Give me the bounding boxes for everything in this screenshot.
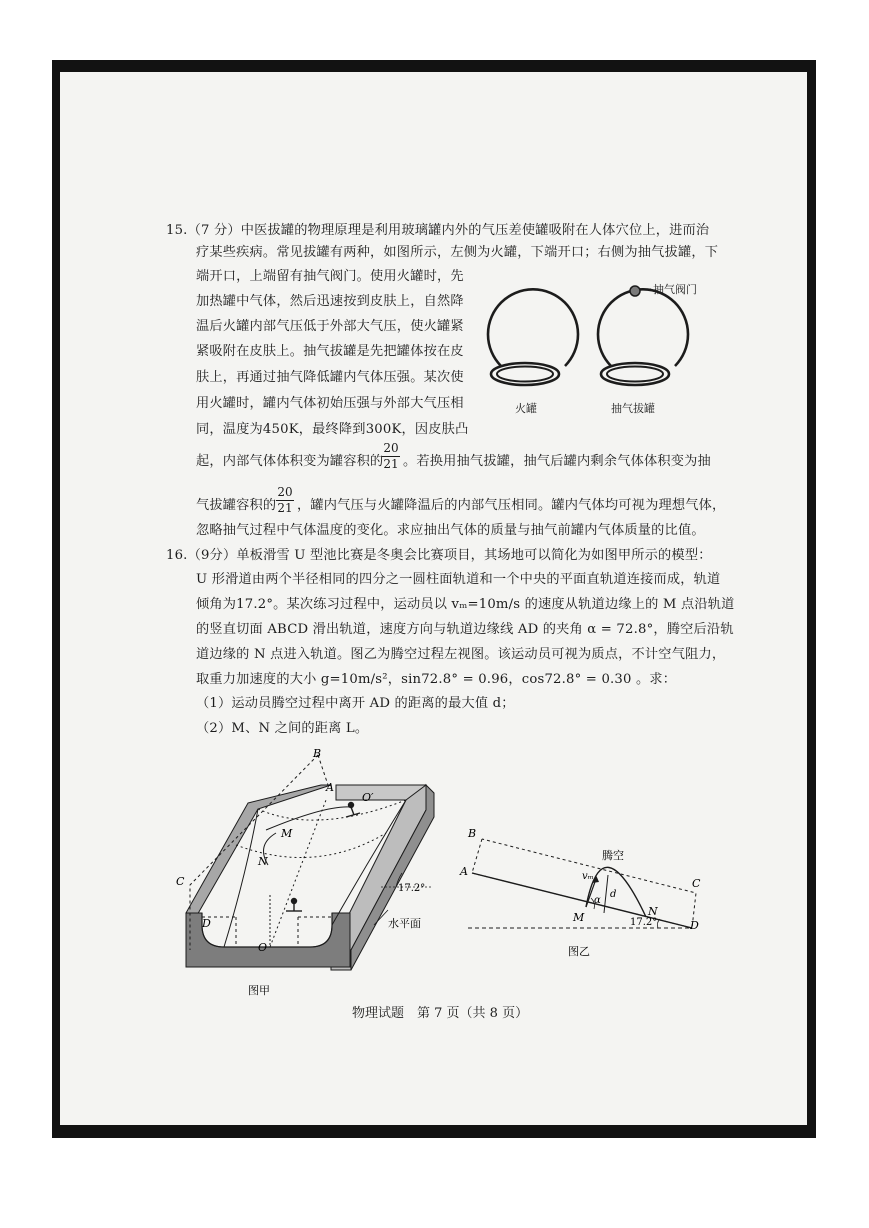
- label-O: O: [258, 941, 268, 954]
- q15-line-8: 用火罐时，罐内气体初始压强与外部大气压相: [196, 396, 464, 411]
- q15-line-11-end: ，罐内气压与火罐降温后的内部气压相同。罐内气体均可视为理想气体，: [297, 498, 726, 513]
- label-N: N: [648, 905, 658, 918]
- label-N: N: [258, 855, 268, 868]
- fraction-20-21-b: [276, 486, 294, 515]
- fire-cup-label: 火罐: [515, 402, 537, 415]
- q15-line-11-start: 气拔罐容积的: [196, 498, 277, 513]
- label-C: C: [692, 877, 701, 890]
- skier-icon-bottom: [286, 899, 302, 912]
- label-A: A: [460, 865, 468, 878]
- label-angle: 17.2°: [398, 883, 426, 894]
- q16-line-6: 取重力加速度的大小 g=10m/s²，sin72.8° = 0.96，cos72.8° = 0.30 。求：: [196, 672, 677, 687]
- q15-line-1: 15.（7 分）中医拔罐的物理原理是利用玻璃罐内外的气压差使罐吸附在人体穴位上，进而治: [166, 223, 710, 238]
- label-ground: 水平面: [388, 917, 421, 930]
- fraction-20-21-a: [382, 442, 400, 471]
- q15-line-5: 温后火罐内部气压低于外部大气压，使火罐紧: [196, 319, 464, 334]
- cupping-figure: [475, 278, 715, 418]
- label-O-prime: O′: [362, 791, 374, 804]
- figure-jia-caption: 图甲: [248, 984, 270, 997]
- q16-line-3: 倾角为17.2°。某次练习过程中，运动员以 vₘ=10m/s 的速度从轨道边缘上的 M 点沿轨道: [196, 597, 735, 612]
- q15-line-7: 肤上，再通过抽气降低罐内气体压强。某次使: [196, 370, 464, 385]
- figure-jia-halfpipe: [176, 745, 456, 1000]
- label-B: B: [313, 747, 322, 760]
- label-B: B: [468, 827, 477, 840]
- label-tengkong: 腾空: [602, 849, 624, 862]
- q16-part-1: （1）运动员腾空过程中离开 AD 的距离的最大值 d；: [196, 696, 515, 711]
- fraction-denominator: 21: [277, 501, 293, 515]
- label-C: C: [176, 875, 185, 888]
- q16-line-1: 16.（9分）单板滑雪 U 型池比赛是冬奥会比赛项目，其场地可以简化为如图甲所示的模型：: [166, 548, 712, 563]
- label-A: A: [326, 781, 334, 794]
- q15-line-9: 同，温度为450K，最终降到300K，因皮肤凸: [196, 422, 469, 437]
- valve-label: 抽气阀门: [653, 283, 697, 296]
- label-M: M: [281, 827, 293, 840]
- q16-line-5: 道边缘的 N 点进入轨道。图乙为腾空过程左视图。该运动员可视为质点，不计空气阻力，: [196, 647, 726, 662]
- q15-line-10-start: 起，内部气体体积变为罐容积的: [196, 454, 384, 469]
- fraction-numerator: 20: [277, 485, 293, 499]
- fraction-denominator: 21: [383, 457, 399, 471]
- label-D: D: [202, 917, 211, 930]
- q15-line-6: 紧吸附在皮肤上。抽气拔罐是先把罐体按在皮: [196, 344, 464, 359]
- q15-line-3: 端开口，上端留有抽气阀门。使用火罐时，先: [196, 269, 464, 284]
- label-D: D: [690, 919, 699, 932]
- figure-yi-sideview: [458, 823, 708, 963]
- q15-line-4: 加热罐中气体，然后迅速按到皮肤上，自然降: [196, 294, 464, 309]
- page-footer: 物理试题 第 7 页（共 8 页）: [352, 1006, 529, 1021]
- label-vM: vₘ: [582, 871, 594, 882]
- fire-cup: [488, 289, 578, 385]
- label-d: d: [610, 889, 617, 900]
- label-M: M: [573, 911, 585, 924]
- valve-icon: [630, 286, 640, 296]
- fraction-numerator: 20: [383, 441, 399, 455]
- figure-yi-caption: 图乙: [568, 945, 590, 958]
- label-angle: 17.2°: [630, 917, 658, 928]
- label-alpha: α: [594, 895, 601, 906]
- q15-line-10-end: 。若换用抽气拔罐，抽气后罐内剩余气体体积变为抽: [403, 454, 711, 469]
- q16-line-4: 的竖直切面 ABCD 滑出轨道，速度方向与轨道边缘线 AD 的夹角 α = 72.8°，腾空后沿轨: [196, 622, 734, 637]
- suction-cup-label: 抽气拔罐: [611, 402, 655, 415]
- q15-line-2: 疗某些疾病。常见拔罐有两种，如图所示，左侧为火罐，下端开口；右侧为抽气拔罐，下: [196, 245, 719, 260]
- suction-cup: [598, 289, 688, 385]
- q16-line-2: U 形滑道由两个半径相同的四分之一圆柱面轨道和一个中央的平面直轨道连接而成，轨道: [196, 572, 721, 587]
- q16-part-2: （2）M、N 之间的距离 L。: [196, 721, 369, 736]
- q15-line-12: 忽略抽气过程中气体温度的变化。求应抽出气体的质量与抽气前罐内气体质量的比值。: [196, 523, 705, 538]
